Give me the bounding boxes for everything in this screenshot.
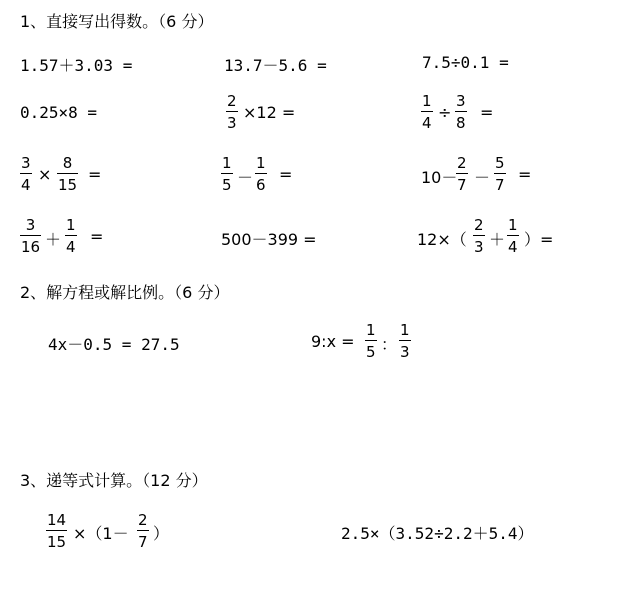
fraction-denominator: 7 — [138, 533, 148, 551]
problem-8-fraction-a — [221, 154, 233, 194]
problem-5-rest: ×12 = — [243, 103, 296, 122]
problem-10-equals: = — [90, 227, 104, 246]
equation-2-lead: 9:x = — [311, 332, 355, 351]
fraction-denominator: 5 — [366, 343, 376, 361]
problem-12-operator: ＋ — [489, 230, 506, 249]
problem-7-fraction-b — [57, 154, 78, 194]
calc-1-middle: ×（1－ — [73, 524, 129, 543]
problem-10-fraction-b — [65, 216, 77, 256]
problem-2: 13.7－5.6 = — [224, 56, 327, 75]
fraction-bar — [20, 173, 32, 174]
fraction-denominator: 8 — [456, 114, 466, 132]
fraction-numerator: 1 — [400, 321, 410, 339]
fraction-numerator: 1 — [422, 92, 432, 110]
fraction-numerator: 3 — [25, 216, 36, 234]
problem-9-equals: = — [518, 165, 532, 184]
fraction-denominator: 15 — [58, 176, 78, 194]
problem-6-fraction-a — [421, 92, 433, 132]
fraction-bar — [226, 111, 238, 112]
problem-5-fraction — [226, 92, 238, 132]
equation-2-fraction-a — [365, 321, 377, 361]
fraction-bar — [57, 173, 78, 174]
fraction-bar — [221, 173, 233, 174]
fraction-numerator: 1 — [222, 154, 232, 172]
problem-7-operator: × — [38, 165, 52, 184]
problem-12-fraction-b — [507, 216, 519, 256]
section2-title: 2、解方程或解比例。（6 分） — [20, 283, 230, 302]
fraction-denominator: 15 — [47, 533, 67, 551]
problem-10-fraction-a — [20, 216, 41, 256]
problem-11: 500－399 = — [221, 230, 317, 249]
problem-6-fraction-b — [455, 92, 467, 132]
fraction-bar — [399, 340, 411, 341]
fraction-denominator: 3 — [227, 114, 237, 132]
fraction-bar — [456, 173, 468, 174]
calc-1-fraction-a — [46, 511, 67, 551]
problem-6-operator: ÷ — [438, 103, 452, 122]
fraction-denominator: 4 — [508, 238, 518, 256]
problem-12-fraction-a — [473, 216, 485, 256]
section3-title: 3、递等式计算。（12 分） — [20, 471, 208, 490]
fraction-bar — [455, 111, 467, 112]
fraction-numerator: 1 — [508, 216, 518, 234]
fraction-denominator: 4 — [66, 238, 76, 256]
fraction-numerator: 2 — [227, 92, 237, 110]
equation-2-fraction-b — [399, 321, 411, 361]
fraction-numerator: 2 — [138, 511, 148, 529]
fraction-numerator: 1 — [66, 216, 76, 234]
problem-8-operator: － — [237, 168, 254, 187]
fraction-denominator: 5 — [222, 176, 232, 194]
fraction-denominator: 3 — [474, 238, 484, 256]
fraction-denominator: 3 — [400, 343, 410, 361]
fraction-numerator: 1 — [366, 321, 376, 339]
fraction-numerator: 2 — [474, 216, 484, 234]
fraction-bar — [507, 235, 519, 236]
problem-7-fraction-a — [20, 154, 32, 194]
fraction-numerator: 8 — [62, 154, 73, 172]
problem-12-lead: 12×（ — [417, 230, 467, 249]
problem-10-operator: ＋ — [45, 230, 62, 249]
problem-8-equals: = — [279, 165, 293, 184]
calc-2: 2.5×（3.52÷2.2＋5.4） — [341, 524, 534, 543]
problem-9-fraction-a — [456, 154, 468, 194]
equation-2-ratio-colon: ： — [381, 335, 398, 354]
problem-3: 7.5÷0.1 = — [422, 53, 509, 72]
fraction-bar — [137, 530, 149, 531]
fraction-denominator: 4 — [422, 114, 432, 132]
equation-1: 4x－0.5 = 27.5 — [48, 335, 180, 354]
calc-1-fraction-b — [137, 511, 149, 551]
problem-4: 0.25×8 = — [20, 103, 98, 122]
fraction-numerator: 2 — [457, 154, 467, 172]
fraction-numerator: 14 — [47, 511, 67, 529]
problem-9-operator: － — [474, 168, 491, 187]
fraction-bar — [65, 235, 77, 236]
fraction-denominator: 4 — [21, 176, 31, 194]
fraction-numerator: 3 — [21, 154, 31, 172]
problem-9-lead: 10－ — [421, 168, 458, 187]
fraction-numerator: 5 — [495, 154, 505, 172]
section1-title: 1、直接写出得数。（6 分） — [20, 12, 214, 31]
fraction-bar — [255, 173, 267, 174]
fraction-numerator: 1 — [256, 154, 266, 172]
fraction-numerator: 3 — [456, 92, 466, 110]
fraction-denominator: 16 — [21, 238, 41, 256]
fraction-bar — [494, 173, 506, 174]
problem-8-fraction-b — [255, 154, 267, 194]
problem-12-tail: ）= — [524, 230, 554, 249]
problem-6-equals: = — [480, 103, 494, 122]
fraction-bar — [365, 340, 377, 341]
calc-1-tail: ） — [153, 524, 170, 543]
fraction-bar — [20, 235, 41, 236]
problem-1: 1.57＋3.03 = — [20, 56, 133, 75]
fraction-denominator: 7 — [457, 176, 467, 194]
fraction-denominator: 6 — [256, 176, 266, 194]
fraction-bar — [473, 235, 485, 236]
problem-9-fraction-b — [494, 154, 506, 194]
fraction-bar — [421, 111, 433, 112]
fraction-denominator: 7 — [495, 176, 505, 194]
problem-7-equals: = — [88, 165, 102, 184]
fraction-bar — [46, 530, 67, 531]
